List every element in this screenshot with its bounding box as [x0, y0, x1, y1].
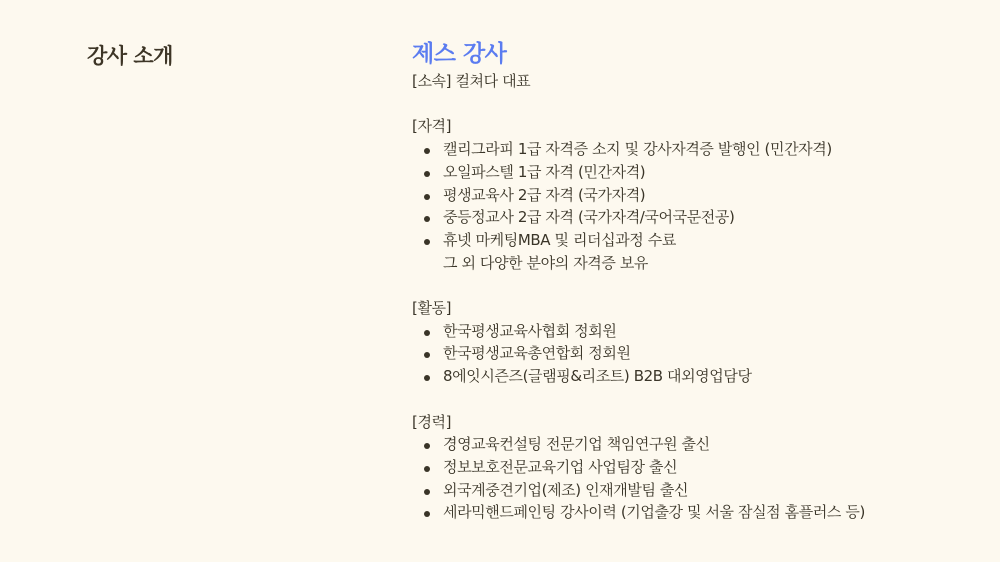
qualifications-note: 그 외 다양한 분야의 자격증 보유 — [443, 253, 649, 272]
list-item — [412, 184, 972, 207]
qualification-text: 평생교육사 2급 자격 (국가자격) — [443, 185, 646, 204]
activity-text: 한국평생교육사협회 정회원 — [443, 321, 617, 340]
career-text: 정보보호전문교육기업 사업팀장 출신 — [443, 457, 678, 476]
qualifications-heading: [자격] — [412, 117, 452, 136]
bullet-icon — [424, 466, 430, 472]
career-list — [412, 433, 972, 524]
list-item — [412, 501, 972, 524]
instructor-name: 제스 강사 — [412, 41, 507, 67]
bullet-icon — [424, 171, 430, 177]
spacer — [412, 93, 972, 116]
list-item — [412, 206, 972, 229]
bullet-icon — [424, 239, 430, 245]
list-item — [412, 138, 972, 161]
bullet-icon — [424, 511, 430, 517]
spacer — [412, 388, 972, 411]
career-text: 세라믹핸드페인팅 강사이력 (기업출강 및 서울 잠실점 홈플러스 등) — [443, 503, 865, 522]
qualification-text: 중등정교사 2급 자격 (국가자격/국어국문전공) — [443, 208, 735, 227]
spacer — [412, 274, 972, 297]
bullet-icon — [424, 352, 430, 358]
list-item — [412, 229, 972, 252]
bullet-icon — [424, 443, 430, 449]
qualification-text: 휴넷 마케팅MBA 및 리더십과정 수료 — [443, 230, 676, 249]
list-item — [412, 320, 972, 343]
career-text: 외국계중견기업(제조) 인재개발팀 출신 — [443, 480, 689, 499]
section-title: 강사 소개 — [87, 44, 173, 68]
activities-list — [412, 320, 972, 388]
bullet-icon — [424, 194, 430, 200]
list-item — [412, 161, 972, 184]
list-item — [412, 433, 972, 456]
activity-text: 8에잇시즌즈(글램핑&리조트) B2B 대외영업담당 — [443, 367, 752, 386]
affiliation: [소속] 컬쳐다 대표 — [412, 72, 531, 90]
instructor-profile — [412, 38, 972, 524]
list-item — [412, 456, 972, 479]
career-text: 경영교육컨설팅 전문기업 책임연구원 출신 — [443, 435, 710, 454]
list-item — [412, 342, 972, 365]
qualification-text: 오일파스텔 1급 자격 (민간자격) — [443, 162, 646, 181]
activities-heading: [활동] — [412, 299, 452, 317]
bullet-icon — [424, 489, 430, 495]
activity-text: 한국평생교육총연합회 정회원 — [443, 344, 631, 363]
bullet-icon — [424, 375, 430, 381]
bullet-icon — [424, 148, 430, 154]
qualifications-list — [412, 138, 972, 252]
bullet-icon — [424, 330, 430, 336]
bullet-icon — [424, 216, 430, 222]
list-item — [412, 479, 972, 502]
career-heading: [경력] — [412, 412, 452, 431]
list-item — [412, 365, 972, 388]
qualification-text: 캘리그라피 1급 자격증 소지 및 강사자격증 발행인 (민간자격) — [443, 140, 832, 159]
